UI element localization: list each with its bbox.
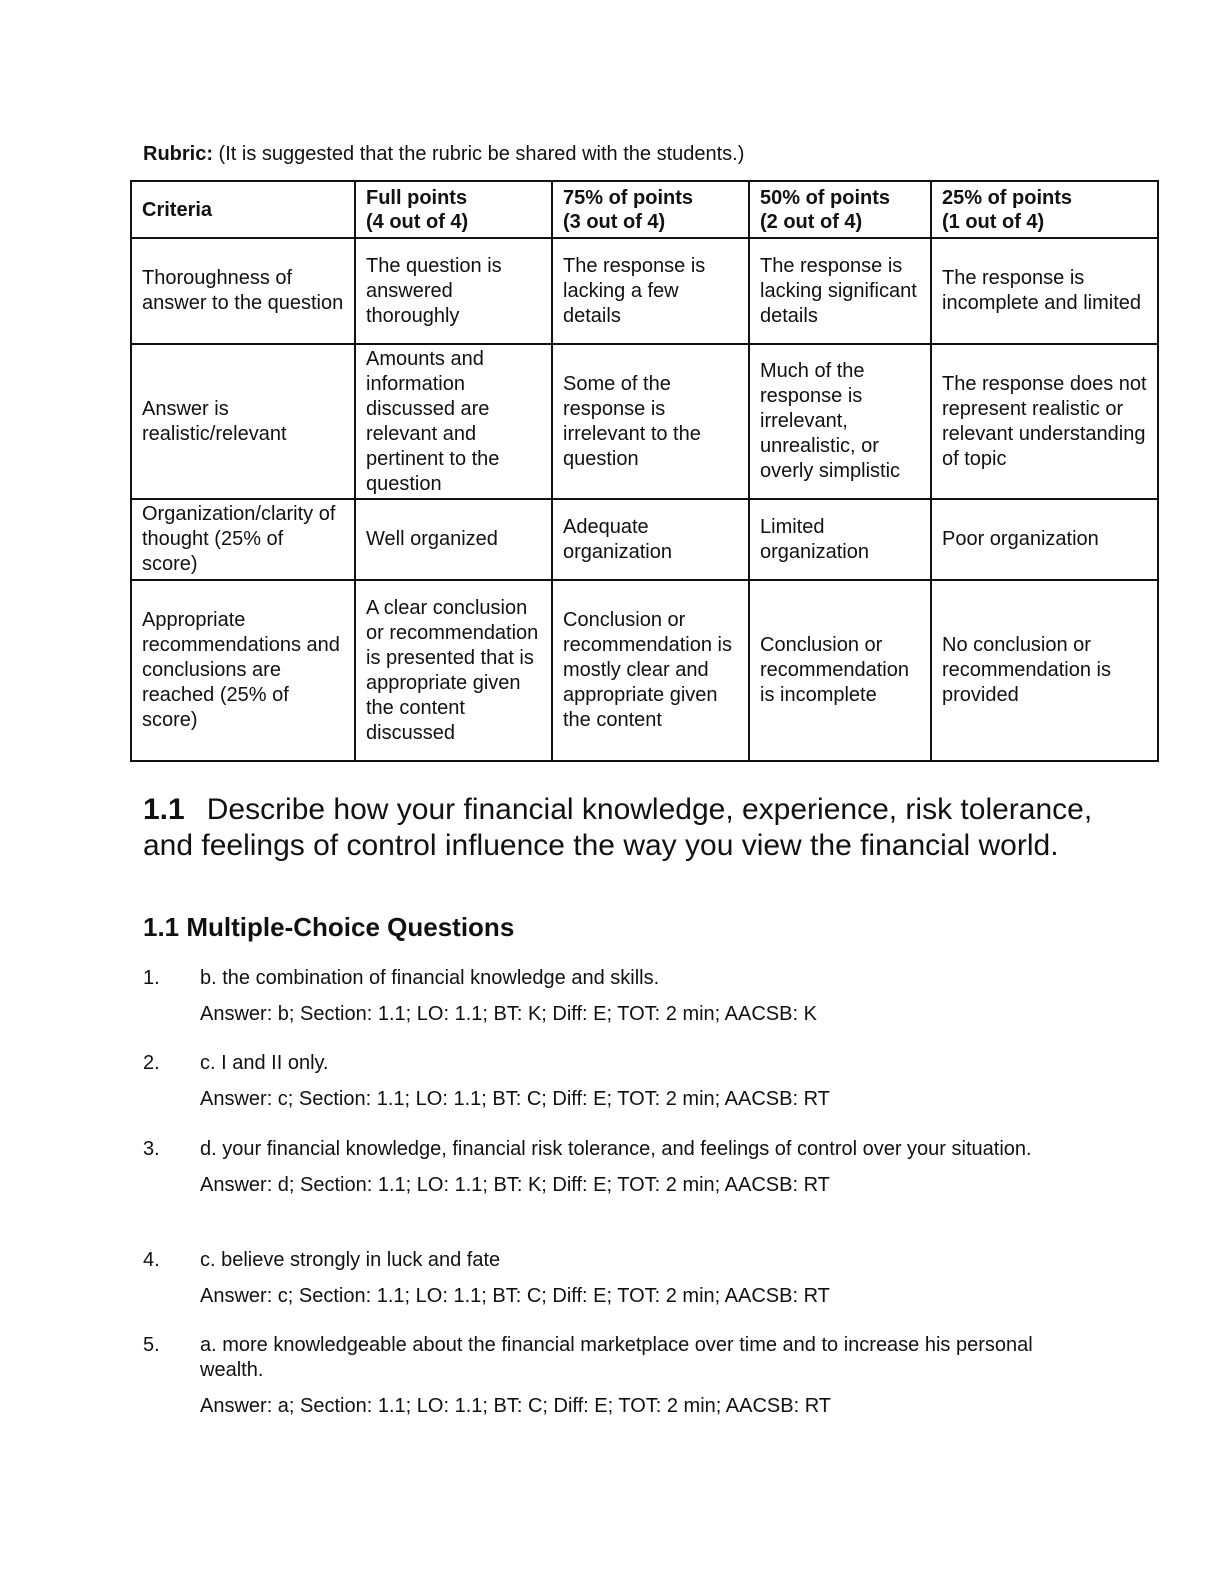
header-label: 25% of points	[942, 186, 1073, 209]
question-item	[143, 1137, 1043, 1198]
rubric-cell: Adequate organization	[552, 499, 749, 580]
header-sublabel: (2 out of 4)	[760, 210, 863, 233]
table-row	[131, 344, 1158, 499]
answer-metadata: Answer: b; Section: 1.1; LO: 1.1; BT: K; Diff: E; TOT: 2 min; AACSB: K	[200, 1003, 817, 1025]
header-cell	[552, 181, 749, 238]
criteria-cell: Organization/clarity of thought (25% of score)	[131, 499, 355, 580]
answer-metadata: Answer: d; Section: 1.1; LO: 1.1; BT: K; Diff: E; TOT: 2 min; AACSB: RT	[200, 1174, 830, 1196]
rubric-cell: The response does not represent realistic or relevant understanding of topic	[931, 344, 1158, 499]
header-label: Full points	[366, 186, 468, 209]
rubric-label: Rubric:	[143, 143, 213, 165]
header-cell	[131, 181, 355, 238]
rubric-cell: The response is lacking a few details	[552, 238, 749, 344]
question-item	[143, 1051, 1043, 1112]
rubric-table	[130, 180, 1159, 762]
question-answer-text: c. I and II only.	[200, 1052, 329, 1074]
question-number: 2.	[143, 1052, 160, 1074]
header-sublabel: (3 out of 4)	[563, 210, 666, 233]
rubric-cell: No conclusion or recommendation is provided	[931, 580, 1158, 761]
rubric-cell: Conclusion or recommendation is incomplete	[749, 580, 931, 761]
criteria-cell: Appropriate recommendations and conclusions are reached (25% of score)	[131, 580, 355, 761]
header-label: Criteria	[142, 198, 213, 221]
question-item	[143, 1333, 1043, 1419]
question-item	[143, 1248, 1043, 1309]
header-row	[131, 181, 1158, 238]
answer-metadata: Answer: a; Section: 1.1; LO: 1.1; BT: C; Diff: E; TOT: 2 min; AACSB: RT	[200, 1395, 831, 1417]
rubric-cell: Some of the response is irrelevant to the question	[552, 344, 749, 499]
table-row	[131, 238, 1158, 344]
rubric-cell: Well organized	[355, 499, 552, 580]
question-answer-text: a. more knowledgeable about the financial marketplace over time and to increase his personal wealth.	[200, 1334, 1033, 1381]
rubric-cell: The response is incomplete and limited	[931, 238, 1158, 344]
question-number: 1.	[143, 967, 160, 989]
answer-metadata: Answer: c; Section: 1.1; LO: 1.1; BT: C; Diff: E; TOT: 2 min; AACSB: RT	[200, 1285, 830, 1307]
criteria-cell: Thoroughness of answer to the question	[131, 238, 355, 344]
criteria-cell: Answer is realistic/relevant	[131, 344, 355, 499]
question-answer-text: d. your financial knowledge, financial risk tolerance, and feelings of control over your situation.	[200, 1138, 1032, 1160]
table-row	[131, 499, 1158, 580]
header-label: 75% of points	[563, 186, 694, 209]
rubric-cell: Limited organization	[749, 499, 931, 580]
question-number: 3.	[143, 1138, 160, 1160]
question-item	[143, 966, 1043, 1027]
rubric-cell: Much of the response is irrelevant, unrealistic, or overly simplistic	[749, 344, 931, 499]
header-sublabel: (4 out of 4)	[366, 210, 469, 233]
header-label: 50% of points	[760, 186, 891, 209]
answer-metadata: Answer: c; Section: 1.1; LO: 1.1; BT: C; Diff: E; TOT: 2 min; AACSB: RT	[200, 1088, 830, 1110]
table-row	[131, 580, 1158, 761]
rubric-cell: Amounts and information discussed are relevant and pertinent to the question	[355, 344, 552, 499]
header-cell	[931, 181, 1158, 238]
rubric-intro	[143, 143, 744, 166]
header-cell	[355, 181, 552, 238]
rubric-cell: Conclusion or recommendation is mostly clear and appropriate given the content	[552, 580, 749, 761]
question-answer-text: c. believe strongly in luck and fate	[200, 1249, 501, 1271]
rubric-cell: The response is lacking significant details	[749, 238, 931, 344]
question-answer-text: b. the combination of financial knowledge and skills.	[200, 967, 660, 989]
rubric-cell: Poor organization	[931, 499, 1158, 580]
rubric-cell: The question is answered thoroughly	[355, 238, 552, 344]
objective-number: 1.1	[143, 793, 185, 826]
rubric-note: (It is suggested that the rubric be shared with the students.)	[213, 143, 745, 165]
learning-objective	[143, 792, 1143, 864]
section-title: 1.1 Multiple-Choice Questions	[143, 912, 515, 942]
header-cell	[749, 181, 931, 238]
header-sublabel: (1 out of 4)	[942, 210, 1045, 233]
rubric-cell: A clear conclusion or recommendation is presented that is appropriate given the content discussed	[355, 580, 552, 761]
question-number: 4.	[143, 1249, 160, 1271]
objective-text: Describe how your financial knowledge, experience, risk tolerance, and feelings of control influence the way you view the financial world.	[143, 793, 1093, 862]
question-number: 5.	[143, 1334, 160, 1356]
